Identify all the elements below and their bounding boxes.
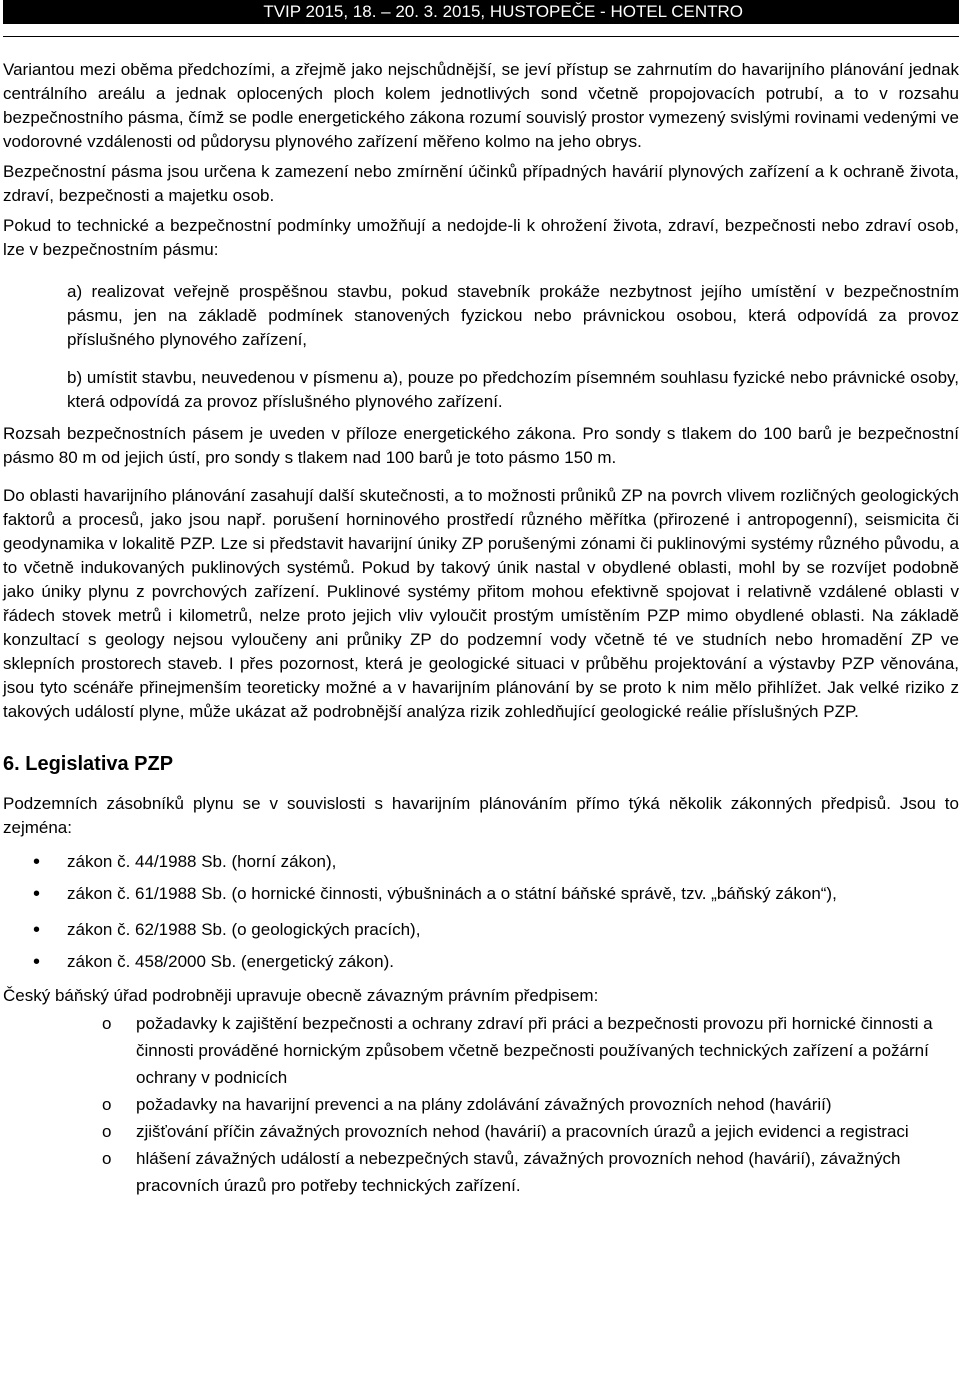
safety-zones-paragraph: Bezpečnostní pásma jsou určena k zamezení nebo zmírnění účinků případných havárií plynových zařízení a k ochraně života, zdraví, bezpečnosti a majetku osob. — [3, 162, 959, 205]
geology-paragraph: Do oblasti havarijního plánování zasahují další skutečnosti, a to možnosti průniků ZP na povrch vlivem rozličných geologických faktorů a procesů, jako jsou např. porušení horninového prostředí různého měřítka (přirozené i antropogenní), seismicita či geodynamika v lokalitě PZP. Lze si představit havarijní úniky ZP porušenými zónami či puklinovými systémy různého původu, a to včetně indukovaných puklinových systémů. Pokud by takový únik nastal v obydlené oblasti, mohl by se rozvíjet podobně jako úniky plynu z povrchových zařízení. Puklinové systémy přitom mohou efektivně spojovat i relativně vzdálené oblasti v řádech stovek metrů i kilometrů, nelze proto jejich vliv vyloučit prostým umístěním PZP mimo obydlené oblasti. Na základě konzultací s geology nejsou vyloučeny ani průniky ZP do podzemní vody včetně té ve studních nebo hromadění ZP ve sklepních prostorech staveb. I přes pozornost, která je geologické situaci v průběhu projektování a výstavby PZP věnována, jsou tyto scénáře přinejmenším teoreticky možné a v havarijním plánování by se proto k nim mělo přihlížet. Jak velké riziko z takových událostí plyne, může ukázat až podrobnější analýza rizik zohledňující geologické reálie příslušných PZP. — [3, 486, 959, 721]
laws-list — [3, 850, 959, 974]
section-heading: 6. Legislativa PZP — [3, 753, 174, 775]
conditions-paragraph: Pokud to technické a bezpečnostní podmínky umožňují a nedojde-li k ohrožení života, zdraví, bezpečnosti nebo zdraví osob, lze v bezpečnostním pásmu: — [3, 216, 959, 259]
condition-item-b: b) umístit stavbu, neuvedenou v písmenu a), pouze po předchozím písemném souhlasu fyzické nebo právnické osoby, která odpovídá za provoz příslušného plynového zařízení. — [67, 368, 959, 411]
list-item: o zjišťování příčin závažných provozních nehod (havárií) a pracovních úrazů a jejich evidenci a registraci — [3, 1118, 959, 1145]
cbu-list — [3, 1010, 959, 1199]
condition-item-a: a) realizovat veřejně prospěšnou stavbu, pokud stavebník prokáže nezbytnost jejího umístění v bezpečnostním pásmu, jen na základě podmínek stanovených fyzickou nebo právnickou osobou, která odpovídá za provoz příslušného plynového zařízení, — [67, 282, 959, 349]
list-item: o požadavky k zajištění bezpečnosti a ochrany zdraví při práci a bezpečnosti provozu při hornické činnosti a činnosti prováděné hornickým způsobem včetně bezpečnosti používaných technických zařízení a požární ochrany v podnicích — [3, 1010, 959, 1091]
header-rule — [3, 36, 959, 37]
list-item: • zákon č. 44/1988 Sb. (horní zákon), — [3, 850, 959, 874]
list-item: o požadavky na havarijní prevenci a na plány zdolávání závažných provozních nehod (havárií) — [3, 1091, 959, 1118]
range-paragraph: Rozsah bezpečnostních pásem je uveden v příloze energetického zákona. Pro sondy s tlakem do 100 barů je bezpečnostní pásmo 80 m od jejich ústí, pro sondy s tlakem nad 100 barů je toto pásmo 150 m. — [3, 424, 959, 467]
list-item: • zákon č. 61/1988 Sb. (o hornické činnosti, výbušninách a o státní báňské správě, tzv. „báňský zákon“), — [3, 882, 959, 906]
page-header — [3, 0, 959, 24]
intro-paragraph: Variantou mezi oběma předchozími, a zřejmě jako nejschůdnější, se jeví přístup se zahrnutím do havarijního plánování jednak centrálního areálu a jednak oplocených ploch kolem jednotlivých sond včetně propojovacích potrubí, a to v rozsahu bezpečnostního pásma, čímž se podle energetického zákona rozumí souvislý prostor vymezený svislými rovinami vedenými ve vodorovné vzdálenosti od půdorysu plynového zařízení měřeno kolmo na jeho obrys. — [3, 60, 959, 151]
cbu-intro: Český báňský úřad podrobněji upravuje obecně závazným právním předpisem: — [3, 986, 599, 1005]
list-item: o hlášení závažných událostí a nebezpečných stavů, závažných provozních nehod (havárií), závažných pracovních úrazů pro potřeby technických zařízení. — [3, 1145, 959, 1199]
list-item: • zákon č. 62/1988 Sb. (o geologických pracích), — [3, 918, 959, 942]
legislation-intro: Podzemních zásobníků plynu se v souvislosti s havarijním plánováním přímo týká několik zákonných předpisů. Jsou to zejména: — [3, 794, 959, 837]
list-item: • zákon č. 458/2000 Sb. (energetický zákon). — [3, 950, 959, 974]
header-title: TVIP 2015, 18. – 20. 3. 2015, HUSTOPEČE - HOTEL CENTRO — [263, 2, 743, 21]
